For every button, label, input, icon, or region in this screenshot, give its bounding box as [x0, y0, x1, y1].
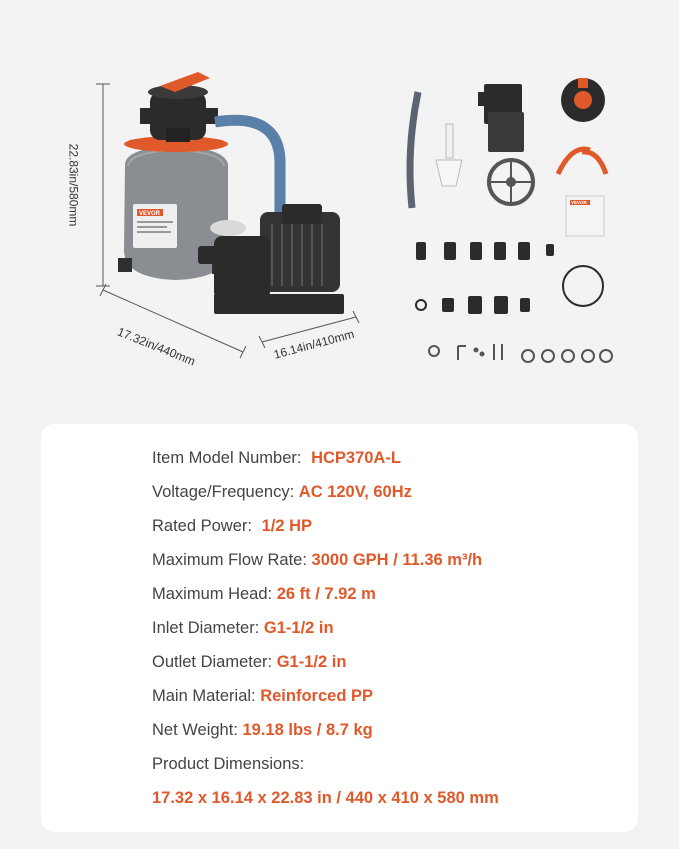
spec-rated-power: [152, 516, 312, 536]
spec-net-weight: [152, 720, 373, 740]
accessory-hose: [410, 92, 418, 208]
spec-value: AC 120V, 60Hz: [298, 483, 412, 501]
specifications-card: [41, 424, 638, 832]
spec-value: Reinforced PP: [260, 687, 373, 705]
packet-brand-logo: VEVOR: [571, 200, 587, 205]
accessory-small-fittings: [416, 296, 530, 314]
height-dimension-line: [96, 84, 110, 286]
accessory-o-ring: [563, 266, 603, 306]
spec-label: Maximum Head:: [152, 585, 273, 603]
spec-value: 1/2 HP: [261, 517, 313, 535]
spec-max-flow-rate: [152, 550, 482, 570]
spec-value: 19.18 lbs / 8.7 kg: [242, 721, 373, 739]
spec-value: 26 ft / 7.92 m: [276, 585, 376, 603]
accessory-valve-top: [561, 78, 605, 122]
spec-label: Outlet Diameter:: [152, 653, 273, 671]
accessory-hardware-row: [429, 344, 612, 362]
spec-label: Voltage/Frequency:: [152, 483, 295, 501]
accessory-lube-packet: [566, 196, 604, 236]
spec-label: Inlet Diameter:: [152, 619, 260, 637]
spec-label: Rated Power:: [152, 517, 252, 535]
spec-voltage-frequency: [152, 482, 412, 502]
accessory-bracket: [478, 84, 524, 152]
spec-label: Product Dimensions:: [152, 755, 305, 773]
spec-label: Main Material:: [152, 687, 256, 705]
pump-strainer-lid: [210, 220, 246, 236]
spec-label: Net Weight:: [152, 721, 238, 739]
accessory-lateral-pipe: [436, 124, 462, 186]
spec-label: Maximum Flow Rate:: [152, 551, 307, 569]
accessories: [410, 78, 612, 362]
depth-dimension-label: 16.14in/410mm: [272, 326, 356, 362]
tank-brand-logo: VEVOR: [139, 211, 161, 217]
product-illustration: [0, 0, 679, 420]
spec-value: G1-1/2 in: [276, 653, 347, 671]
accessory-clamp-halves: [558, 149, 606, 174]
spec-inlet-diameter: [152, 618, 334, 638]
product-illustration-area: [0, 0, 679, 420]
spec-max-head: [152, 584, 376, 604]
multiport-valve: [140, 72, 218, 142]
product-dimensions-value: 17.32 x 16.14 x 22.83 in / 440 x 410 x 580 mm: [152, 789, 499, 807]
spec-main-material: [152, 686, 373, 706]
spec-value: G1-1/2 in: [263, 619, 334, 637]
accessory-spoke-wheel: [489, 160, 533, 204]
spec-value: HCP370A-L: [311, 449, 401, 467]
spec-value: 3000 GPH / 11.36 m³/h: [311, 551, 483, 569]
spec-product-dimensions: [152, 754, 304, 774]
spec-label: Item Model Number:: [152, 449, 302, 467]
height-dimension-label: 22.83in/580mm: [66, 143, 81, 227]
spec-outlet-diameter: [152, 652, 346, 672]
width-dimension-label: 17.32in/440mm: [115, 324, 198, 369]
spec-model-number: [152, 448, 401, 468]
accessory-fittings-row: [416, 242, 554, 260]
